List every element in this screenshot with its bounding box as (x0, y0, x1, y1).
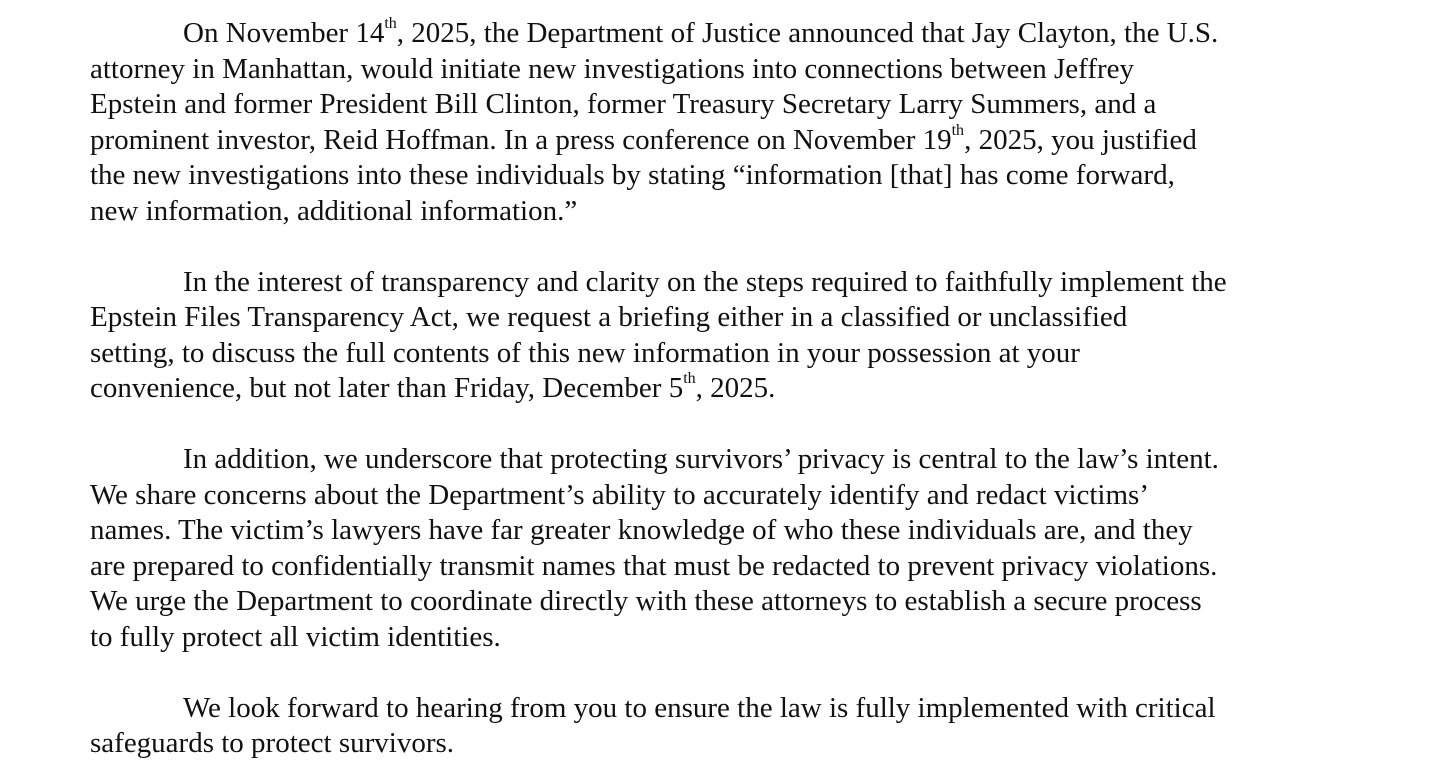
paragraph-line: Epstein and former President Bill Clinton, former Treasury Secretary Larry Summers, and a (90, 88, 1157, 120)
paragraph-1 (90, 16, 1330, 229)
paragraph-line: On November 14th, 2025, the Department of Justice announced that Jay Clayton, the U.S. (183, 15, 1219, 49)
paragraph-line: new information, additional information.” (90, 194, 578, 227)
paragraph-line: In the interest of transparency and clarity on the steps required to faithfully implement the (183, 265, 1227, 298)
paragraph-line: the new investigations into these individuals by stating “information [that] has come forward, (90, 159, 1175, 191)
paragraph-line: safeguards to protect survivors. (90, 727, 455, 759)
paragraph-4 (90, 691, 1330, 762)
paragraph-gap (90, 655, 1330, 691)
paragraph-line: names. The victim’s lawyers have far greater knowledge of who these individuals are, and they (90, 514, 1193, 546)
paragraph-line: We look forward to hearing from you to ensure the law is fully implemented with critical (183, 691, 1216, 724)
ordinal-suffix: th (384, 15, 397, 33)
paragraph-line: to fully protect all victim identities. (90, 620, 501, 653)
paragraph-gap (90, 229, 1330, 265)
ordinal-suffix: th (683, 370, 696, 388)
ordinal-suffix: th (951, 121, 965, 139)
paragraph-2 (90, 265, 1330, 407)
paragraph-gap (90, 407, 1330, 443)
paragraph-line: setting, to discuss the full contents of this new information in your possession at your (90, 336, 1080, 369)
paragraph-line: We urge the Department to coordinate directly with these attorneys to establish a secure process (90, 585, 1202, 617)
paragraph-line: are prepared to confidentially transmit names that must be redacted to prevent privacy violations. (90, 549, 1218, 582)
paragraph-line: Epstein Files Transparency Act, we request a briefing either in a classified or unclassified (90, 301, 1128, 333)
paragraph-3 (90, 442, 1330, 655)
paragraph-line: We share concerns about the Department’s ability to accurately identify and redact victims’ (90, 478, 1149, 511)
paragraph-line: In addition, we underscore that protecting survivors’ privacy is central to the law’s intent. (183, 443, 1219, 475)
paragraph-line: convenience, but not later than Friday, December 5th, 2025. (90, 370, 776, 404)
paragraph-line: prominent investor, Reid Hoffman. In a press conference on November 19th, 2025, you justified (90, 121, 1197, 156)
letter-body (90, 16, 1330, 762)
paragraph-line: attorney in Manhattan, would initiate new investigations into connections between Jeffrey (90, 52, 1134, 85)
